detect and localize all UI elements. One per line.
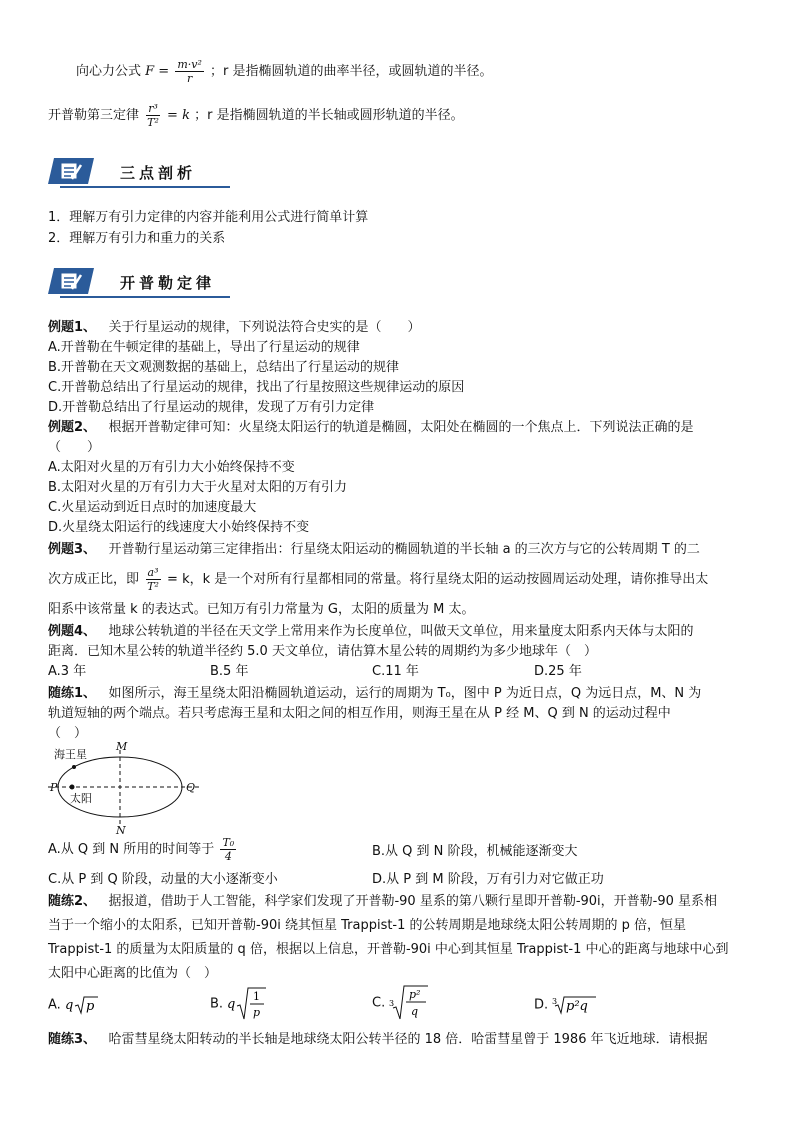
q2-option-b: B.太阳对火星的万有引力大于火星对太阳的万有引力 (48, 480, 348, 495)
centripetal-num: m·v² (177, 58, 202, 71)
expr-cbrt-p2-over-q (389, 984, 429, 1022)
q4-option-b: B.5 年 (210, 664, 249, 679)
question-2-stem (48, 418, 693, 438)
question-label: 随练2、 (48, 894, 97, 909)
question-text: = k，k 是一个对所有行星都相同的常量。将行星绕太阳的运动按圆周运动处理，请你推导出太 (167, 572, 709, 587)
question-text: 根据开普勒定律可知：火星绕太阳运行的轨道是椭圆，太阳处在椭圆的一个焦点上．下列说法正确的是 (108, 420, 694, 435)
kepler-num: r³ (148, 102, 158, 115)
question-text: 次方成正比，即 (48, 572, 140, 587)
section-banner-kepler (48, 268, 230, 298)
svg-text:p²: p² (409, 988, 421, 1001)
question-2-blank: （ ） (48, 440, 101, 455)
svg-text:q: q (64, 998, 74, 1013)
q2-option-a: A.太阳对火星的万有引力大小始终保持不变 (48, 460, 295, 475)
q4-option-d: D.25 年 (534, 664, 582, 679)
centripetal-den: r (186, 72, 193, 85)
question-text: 据报道，借助于人工智能，科学家们发现了开普勒-90 星系的第八颗行星即开普勒-90i，开普勒-90 星系相 (108, 894, 718, 909)
question-1-stem (48, 318, 420, 338)
svg-text:p: p (85, 999, 95, 1014)
q2-option-c: C.火星运动到近日点时的加速度最大 (48, 500, 257, 515)
p2-option-b (210, 986, 267, 1022)
q3-frac-den: T² (147, 580, 159, 593)
p2-option-a (48, 994, 99, 1016)
q2-option-d: D.火星绕太阳运行的线速度大小始终保持不变 (48, 520, 310, 535)
sun-dot (70, 785, 75, 790)
practice-2-line4: 太阳中心距离的比值为（ ） (48, 966, 218, 981)
kepler-fraction (145, 102, 161, 129)
q3-fraction (145, 566, 161, 593)
planet-dot (72, 765, 76, 769)
kepler-formula-line (48, 102, 464, 129)
expr-cbrt-p2-q (552, 994, 598, 1016)
svg-text:3: 3 (552, 997, 558, 1006)
centripetal-formula-line (76, 58, 493, 85)
q3-frac-num: a³ (147, 566, 159, 579)
section-banner-analysis (48, 158, 230, 188)
kepler-den: T² (147, 116, 159, 129)
p2-option-d (534, 994, 598, 1016)
p1-option-d: D.从 P 到 M 阶段，万有引力对它做正功 (372, 872, 604, 887)
section-title-analysis: 三点剖析 (120, 164, 197, 182)
p1-option-a (48, 836, 238, 863)
label-q: Q (186, 781, 196, 794)
notepad-pencil-icon (48, 266, 94, 298)
practice-2-stem (48, 892, 717, 912)
option-letter: A. (48, 997, 61, 1013)
question-label: 例题3、 (48, 542, 97, 557)
section-title-kepler: 开普勒定律 (120, 274, 216, 292)
svg-text:q: q (227, 997, 236, 1012)
label-sun: 太阳 (70, 792, 92, 805)
centripetal-label: 向心力公式 (76, 64, 142, 79)
practice-1-line2: 轨道短轴的两个端点。若只考虑海王星和太阳之间的相互作用，则海王星在从 P 经 M、Q 到 N 的运动过程中 (48, 706, 671, 721)
option-letter: C. (372, 995, 386, 1011)
question-text: 开普勒行星运动第三定律指出：行星绕太阳运动的椭圆轨道的半长轴 a 的三次方与它的公转周期 T 的二 (108, 542, 700, 557)
question-label: 随练3、 (48, 1032, 97, 1047)
orbit-diagram (48, 740, 208, 836)
expr-q-sqrt-p (65, 994, 99, 1016)
analysis-item-1: 1．理解万有引力定律的内容并能利用公式进行简单计算 (48, 210, 369, 225)
kepler-label: 开普勒第三定律 (48, 108, 140, 123)
svg-text:p: p (253, 1006, 261, 1019)
expr-q-sqrt-1-over-p (227, 986, 267, 1022)
practice-1-stem (48, 684, 701, 704)
question-text: 如图所示，海王星绕太阳沿椭圆轨道运动，运行的周期为 T₀，图中 P 为近日点，Q 为远日点，M、N 为 (108, 686, 702, 701)
centripetal-fraction (175, 58, 204, 85)
q1-option-a: A.开普勒在牛顿定律的基础上，导出了行星运动的规律 (48, 340, 360, 355)
q1-option-d: D.开普勒总结出了行星运动的规律，发现了万有引力定律 (48, 400, 375, 415)
q4-option-c: C.11 年 (372, 664, 419, 679)
label-m: M (116, 740, 128, 753)
question-label: 例题2、 (48, 420, 97, 435)
analysis-item-2: 2．理解万有引力和重力的关系 (48, 231, 226, 246)
label-p: P (50, 781, 58, 794)
centripetal-lhs: F = (145, 64, 170, 79)
question-3-line2 (48, 566, 708, 593)
p1-option-b: B.从 Q 到 N 阶段，机械能逐渐变大 (372, 844, 578, 859)
svg-text:1: 1 (253, 990, 261, 1003)
label-neptune: 海王星 (54, 748, 87, 761)
frac-num: T₀ (222, 836, 235, 849)
frac-den: 4 (224, 850, 232, 863)
label-n: N (116, 824, 126, 836)
question-text: 关于行星运动的规律，下列说法符合史实的是（ ） (108, 320, 421, 335)
question-4-stem (48, 622, 693, 642)
kepler-rhs: = k (167, 108, 190, 123)
notepad-pencil-icon (48, 156, 94, 188)
question-label: 例题1、 (48, 320, 97, 335)
svg-text:p²q: p²q (566, 999, 589, 1014)
option-letter: B. (210, 996, 224, 1012)
question-3-stem (48, 540, 700, 560)
q1-option-c: C.开普勒总结出了行星运动的规律，找出了行星按照这些规律运动的原因 (48, 380, 465, 395)
p2-option-c (372, 984, 429, 1022)
kepler-note: ；r 是指椭圆轨道的半长轴或圆形轨道的半径。 (194, 108, 464, 123)
practice-2-line2: 当于一个缩小的太阳系，已知开普勒-90i 绕其恒星 Trappist-1 的公转周期是地球绕太阳公转周期的 p 倍，恒星 (48, 918, 687, 933)
question-label: 例题4、 (48, 624, 97, 639)
svg-text:3: 3 (389, 999, 395, 1008)
p1-optA-fraction (220, 836, 236, 863)
p1-option-c: C.从 P 到 Q 阶段，动量的大小逐渐变小 (48, 872, 278, 887)
practice-2-line3: Trappist-1 的质量为太阳质量的 q 倍，根据以上信息，开普勒-90i 中心到其恒星 Trappist-1 中心的距离与地球中心到 (48, 942, 729, 957)
svg-text:q: q (411, 1005, 419, 1018)
centripetal-note: ；r 是指椭圆轨道的曲率半径，或圆轨道的半径。 (210, 64, 493, 79)
question-text: 哈雷彗星绕太阳转动的半长轴是地球绕太阳公转半径的 18 倍．哈雷彗星曾于 1986 年飞近地球．请根据 (108, 1032, 708, 1047)
question-label: 随练1、 (48, 686, 97, 701)
question-4-line2: 距离．已知木星公转的轨道半径约 5.0 天文单位，请估算木星公转的周期约为多少地球年（ ） (48, 644, 597, 659)
question-text: 地球公转轨道的半径在天文学上常用来作为长度单位，叫做天文单位，用来量度太阳系内天体与太阳的 (108, 624, 694, 639)
practice-3-stem (48, 1030, 708, 1050)
q1-option-b: B.开普勒在天文观测数据的基础上，总结出了行星运动的规律 (48, 360, 400, 375)
practice-1-line3: （ ） (48, 726, 88, 741)
option-letter: D. (534, 997, 549, 1013)
q4-option-a: A.3 年 (48, 664, 87, 679)
option-text: A.从 Q 到 N 所用的时间等于 (48, 842, 215, 857)
question-3-line3: 阳系中该常量 k 的表达式。已知万有引力常量为 G，太阳的质量为 M 太。 (48, 602, 475, 617)
